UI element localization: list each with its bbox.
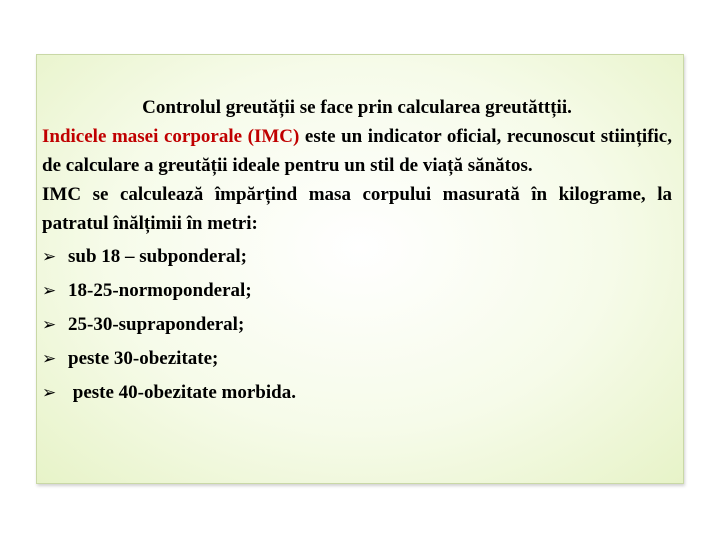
bmi-categories-list	[42, 242, 672, 408]
imc-term: Indicele masei corporale (IMC)	[42, 126, 300, 147]
list-item	[42, 378, 672, 408]
list-item-text: 25-30-supraponderal;	[68, 314, 245, 335]
list-item-text: peste 40-obezitate morbida.	[68, 382, 296, 403]
imc-definition-text: este un indicator oficial, recunoscut stiințific, de calculare a greutății ideale pentru un stil de viață sănătos.	[42, 126, 672, 176]
list-item	[42, 344, 672, 374]
arrowhead-bullet-icon: ➢	[42, 281, 57, 301]
arrowhead-bullet-icon: ➢	[42, 349, 57, 369]
arrowhead-bullet-icon: ➢	[42, 247, 57, 267]
list-item-text: sub 18 – subponderal;	[68, 246, 247, 267]
list-item-text: 18-25-normoponderal;	[68, 280, 252, 301]
imc-definition	[42, 122, 672, 180]
arrowhead-bullet-icon: ➢	[42, 383, 57, 403]
list-item	[42, 242, 672, 272]
heading: Controlul greutății se face prin calcularea greutăttții.	[142, 97, 572, 118]
arrowhead-bullet-icon: ➢	[42, 315, 57, 335]
list-item	[42, 276, 672, 306]
list-item-text: peste 30-obezitate;	[68, 348, 219, 369]
list-item	[42, 310, 672, 340]
content-area	[42, 93, 672, 408]
imc-formula: IMC se calculează împărțind masa corpului masurată în kilograme, la patratul înălțimii în metri:	[42, 184, 672, 234]
